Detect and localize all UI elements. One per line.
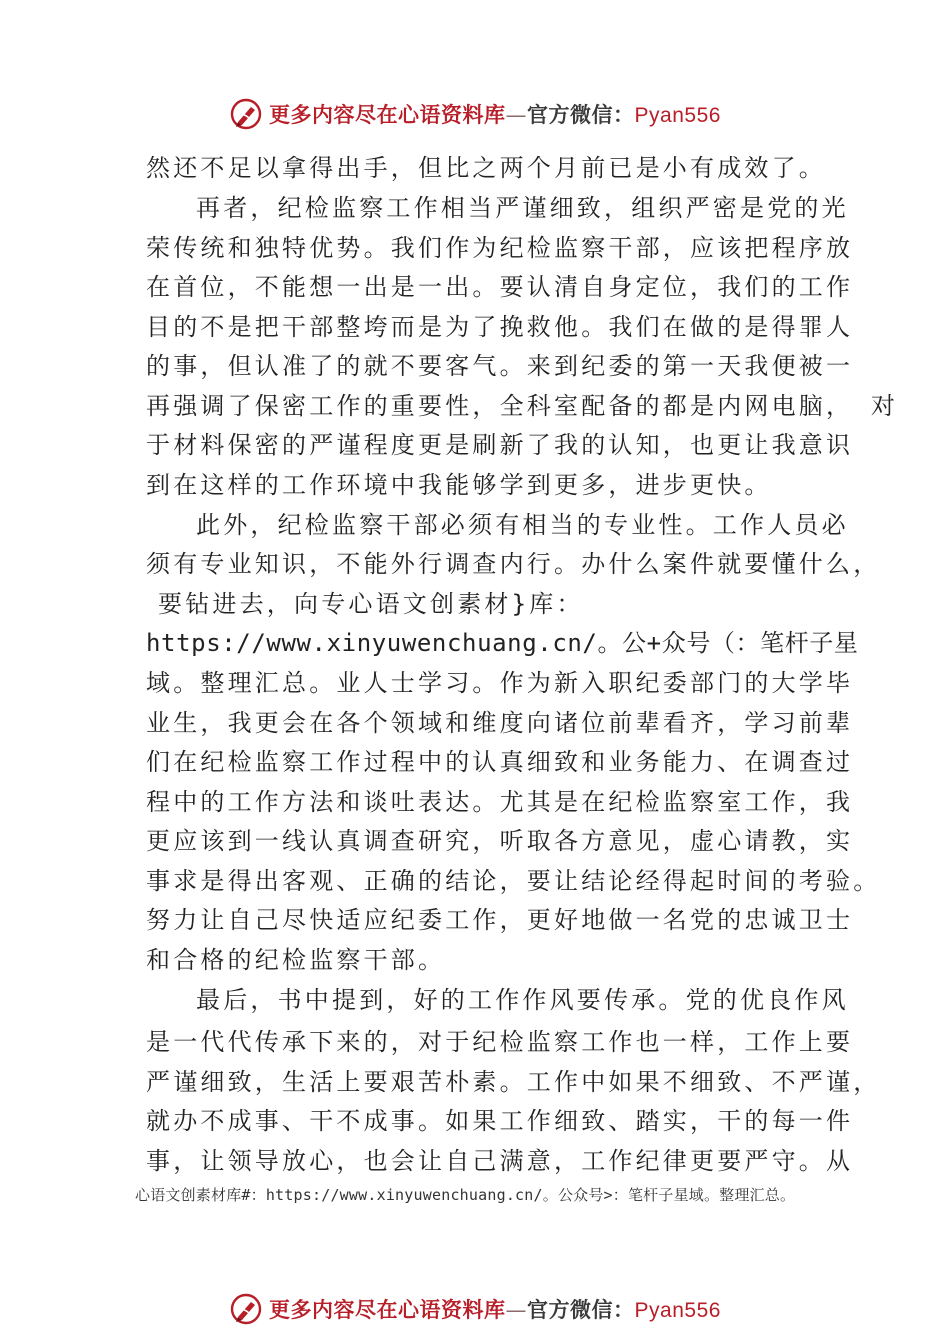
paragraph-line: 事，让领导放心，也会让自己满意，工作纪律更要严守。从: [146, 1147, 854, 1175]
banner-separator: —: [505, 103, 528, 127]
paragraph-line: 然还不足以拿得出手，但比之两个月前已是小有成效了。: [146, 154, 826, 182]
banner-separator: —: [505, 1298, 528, 1322]
paragraph-line: 更应该到一线认真调查研究，听取各方意见，虚心请教，实: [146, 827, 854, 855]
paragraph-line: 域。整理汇总。业人士学习。作为新入职纪委部门的大学毕: [146, 669, 854, 697]
paragraph-line: 的事，但认准了的就不要客气。来到纪委的第一天我便被一: [146, 352, 854, 380]
footer-banner: [0, 1289, 950, 1329]
paragraph-line: 于材料保密的严谨程度更是刷新了我的认知，也更让我意识: [146, 431, 854, 459]
banner-text: [269, 99, 721, 129]
paragraph-line: 荣传统和独特优势。我们作为纪检监察干部，应该把程序放: [146, 234, 854, 262]
paragraph-line: 目的不是把干部整垮而是为了挽救他。我们在做的是得罪人: [146, 313, 854, 341]
paragraph-line: 此外，纪检监察干部必须有相当的专业性。工作人员必: [196, 511, 849, 539]
paragraph-line: 须有专业知识，不能外行调查内行。办什么案件就要懂什么，: [146, 550, 881, 578]
banner-label: 官方微信：: [527, 103, 635, 127]
paragraph-line: 严谨细致，生活上要艰苦朴素。工作中如果不细致、不严谨，: [146, 1068, 881, 1096]
paragraph-line: 努力让自己尽快适应纪委工作，更好地做一名党的忠诚卫士: [146, 906, 854, 934]
footer-note: 心语文创素材库#：https://www.xinyuwenchuang.cn/。公众号>：笔杆子星域。整理汇总。: [135, 1186, 796, 1204]
paragraph-line: https://www.xinyuwenchuang.cn/。公+众号（：笔杆子星: [146, 629, 859, 657]
pen-logo-icon: [229, 1292, 263, 1326]
paragraph-line: 程中的工作方法和谈吐表达。尤其是在纪检监察室工作，我: [146, 788, 854, 816]
paragraph-line: 就办不成事、干不成事。如果工作细致、踏实，干的每一件: [146, 1107, 854, 1135]
paragraph-line: 再者，纪检监察工作相当严谨细致，组织严密是党的光: [196, 194, 849, 222]
paragraph-line: 业生，我更会在各个领域和维度向诸位前辈看齐，学习前辈: [146, 709, 854, 737]
paragraph-line: 是一代代传承下来的，对于纪检监察工作也一样，工作上要: [146, 1028, 854, 1056]
paragraph-line: 到在这样的工作环境中我能够学到更多，进步更快。: [146, 471, 772, 499]
banner-wechat-id: Pyan556: [634, 1299, 721, 1322]
banner-brand: 更多内容尽在心语资料库: [269, 1297, 506, 1322]
paragraph-line: 在首位，不能想一出是一出。要认清自身定位，我们的工作: [146, 273, 854, 301]
header-banner: [0, 94, 950, 134]
paragraph-line: 再强调了保密工作的重要性，全科室配备的都是内网电脑， 对: [146, 392, 899, 420]
banner-wechat-id: Pyan556: [634, 104, 721, 127]
banner-brand: 更多内容尽在心语资料库: [269, 102, 506, 127]
paragraph-line: 要钻进去，向专心语文创素材}库：: [158, 590, 584, 618]
banner-text: [269, 1294, 721, 1324]
pen-logo-icon: [229, 97, 263, 131]
paragraph-line: 们在纪检监察工作过程中的认真细致和业务能力、在调查过: [146, 748, 854, 776]
banner-label: 官方微信：: [527, 1298, 635, 1322]
paragraph-line: 和合格的纪检监察干部。: [146, 946, 446, 974]
paragraph-line: 事求是得出客观、正确的结论，要让结论经得起时间的考验。: [146, 867, 881, 895]
paragraph-line: 最后，书中提到，好的工作作风要传承。党的优良作风: [196, 986, 849, 1014]
